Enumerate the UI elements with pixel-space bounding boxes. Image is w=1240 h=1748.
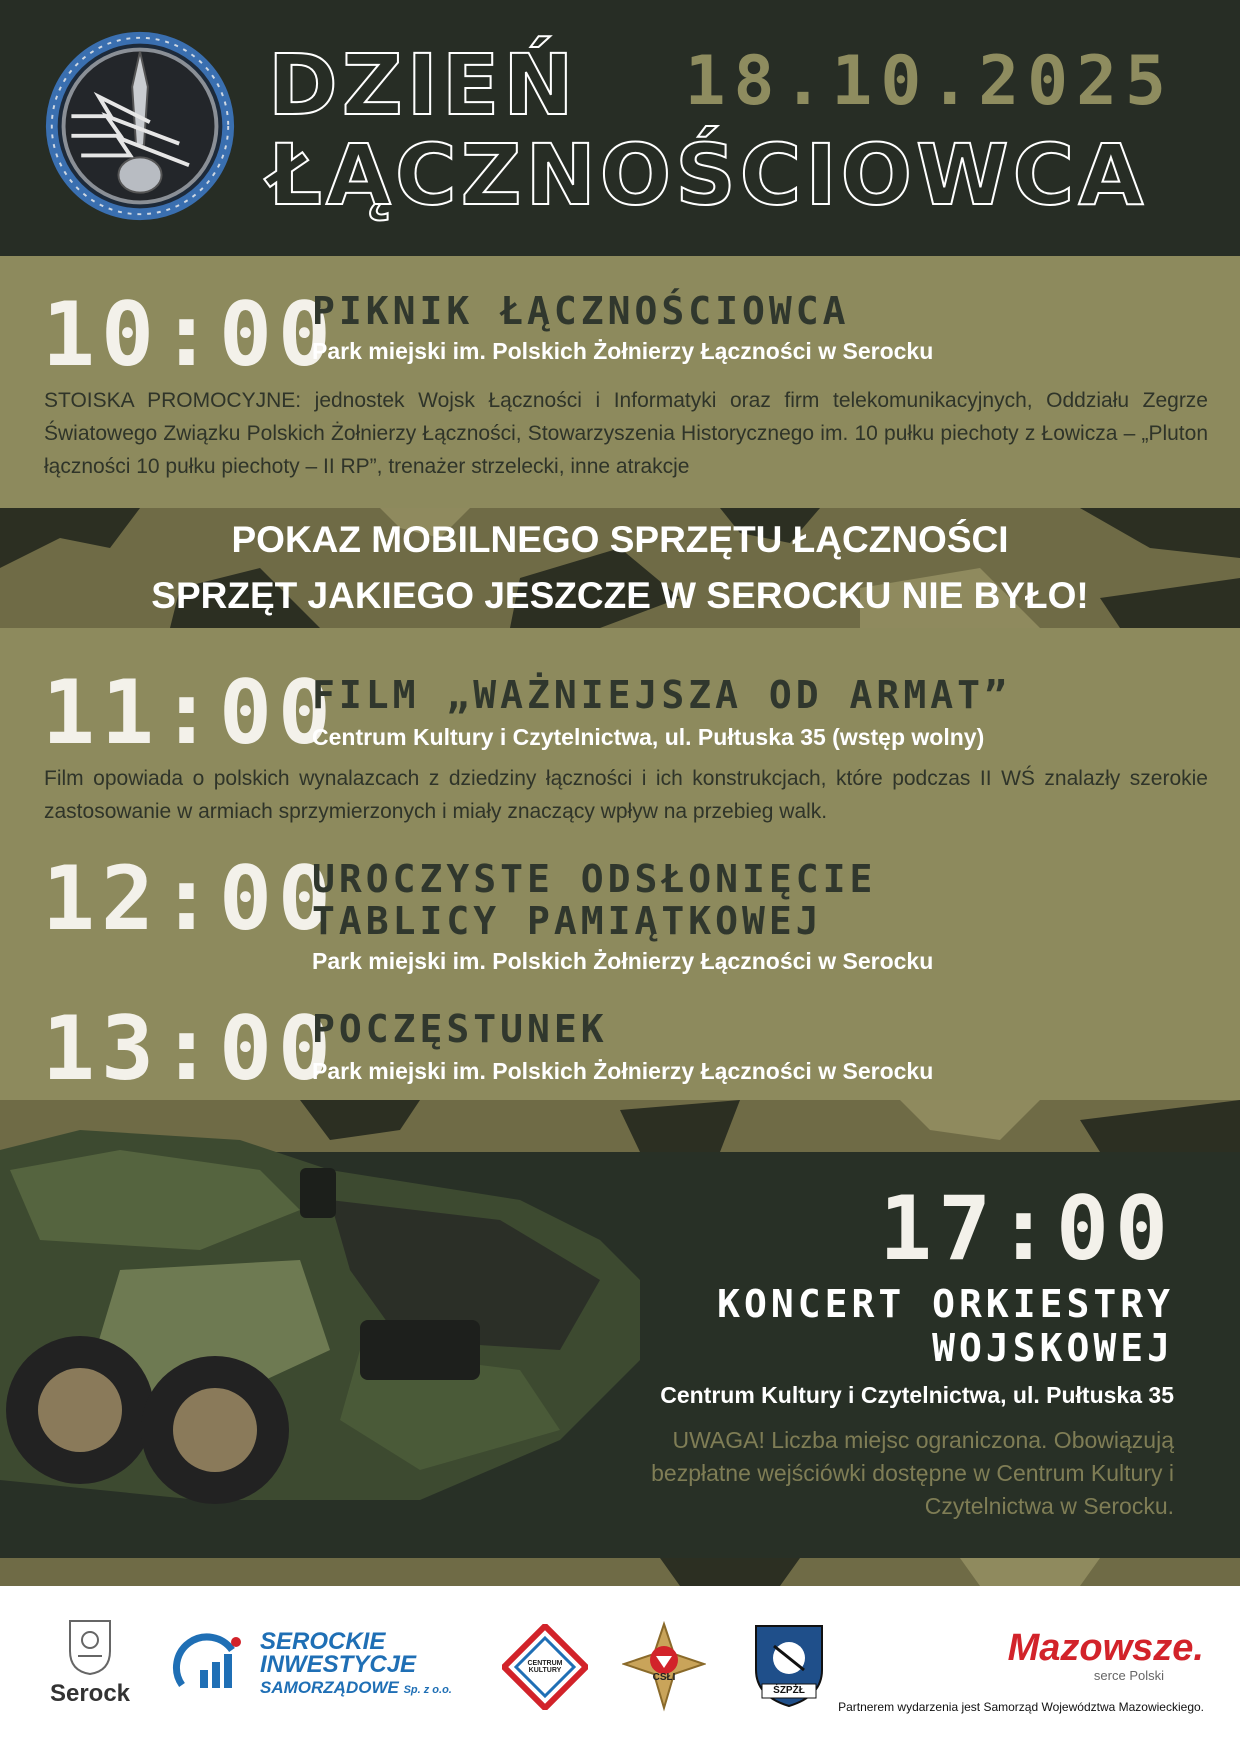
event-date: 18.10.2025 [684, 42, 1174, 121]
csli-label: CSŁI [652, 1672, 676, 1683]
event-place: Park miejski im. Polskich Żołnierzy Łączności w Serocku [312, 338, 934, 364]
promo-line-1: POKAZ MOBILNEGO SPRZĘTU ŁĄCZNOŚCI [231, 519, 1009, 560]
logo-serock [40, 1616, 140, 1716]
serock-label: Serock [49, 1680, 131, 1707]
event-time: 13:00 [42, 997, 337, 1100]
event-title: POCZĘSTUNEK [312, 1007, 608, 1051]
mazowsze-sub: serce Polski [1093, 1668, 1164, 1683]
si-line-2: INWESTYCJE [260, 1651, 417, 1678]
si-text [260, 1630, 452, 1702]
signal-corps-emblem-icon [42, 28, 238, 224]
csli-cross-icon [622, 1620, 706, 1712]
si-line-3: SAMORZĄDOWE [260, 1678, 399, 1697]
si-suffix: Sp. z o.o. [403, 1684, 452, 1696]
footer-logos [0, 1586, 1240, 1748]
event-title-line-1: UROCZYSTE ODSŁONIĘCIE [312, 857, 877, 901]
partner-note: Partnerem wydarzenia jest Samorząd Województwa Mazowieckiego. [838, 1700, 1204, 1714]
event-time: 10:00 [42, 283, 337, 386]
logo-szpzl [752, 1622, 826, 1710]
concert-time: 17:00 [879, 1177, 1174, 1280]
event-time: 12:00 [42, 847, 337, 950]
event-title: FILM „WAŻNIEJSZA OD ARMAT” [312, 673, 1011, 717]
concert-title-line-1: KONCERT ORKIESTRY [717, 1282, 1174, 1326]
event-title: PIKNIK ŁĄCZNOŚCIOWCA [312, 289, 850, 333]
event-time: 11:00 [42, 661, 337, 764]
event-description: STOISKA PROMOCYJNE: jednostek Wojsk Łączności i Informatyki oraz firm telekomunikacyjnych, Oddziału Zegrze Światowego Związku Polskich Żołnierzy Łączności, Stowarzyszenia Historycznego im. 10 pułku piechoty z Łowicza – „Pluton łączności 10 pułku piechoty – II RP”, trenażer strzelecki, inne atrakcje [44, 389, 1208, 478]
event-place: Centrum Kultury i Czytelnictwa, ul. Pułtuska 35 (wstęp wolny) [312, 724, 985, 750]
concert-note: UWAGA! Liczba miejsc ograniczona. Obowiązują bezpłatne wejściówki dostępne w Centrum Kultury i Czytelnictwa w Serocku. [651, 1427, 1174, 1519]
logo-serockie-inwestycje [172, 1630, 482, 1710]
title-line-2: ŁĄCZNOŚCIOWCA [268, 126, 1148, 224]
event-title [312, 858, 876, 942]
event-description: Film opowiada o polskich wynalazcach z dziedziny łączności i ich konstrukcjach, które podczas II WŚ znalazły szerokie zastosowanie w armiach sprzymierzonych i miały znaczący wpływ na przebieg walk. [44, 767, 1208, 823]
event-block-10 [0, 256, 1240, 508]
event-place: Park miejski im. Polskich Żołnierzy Łączności w Serocku [312, 1058, 934, 1084]
logo-csli [622, 1620, 706, 1712]
concert-title [717, 1282, 1174, 1370]
serock-crest-icon [60, 1616, 120, 1676]
concert-title-line-2: WOJSKOWEJ [932, 1326, 1174, 1370]
armored-vehicle-image [0, 1110, 650, 1510]
ckic-label: CENTRUM KULTURY [527, 1660, 563, 1674]
logo-ckic [502, 1624, 588, 1710]
header [0, 0, 1240, 256]
mazowsze-label: Mazowsze. [1007, 1627, 1204, 1669]
szpzl-shield-icon [752, 1622, 826, 1710]
title-line-1: DZIEŃ [268, 36, 578, 134]
camo-band-promo [0, 508, 1240, 628]
event-place: Park miejski im. Polskich Żołnierzy Łączności w Serocku [312, 948, 934, 974]
szpzl-label: ŚZPŻŁ [773, 1685, 805, 1696]
camo-pattern-icon [0, 1558, 1240, 1586]
event-block-11-13 [0, 628, 1240, 1100]
camo-band-lower [0, 1558, 1240, 1586]
si-line-1: SEROCKIE [260, 1628, 386, 1655]
event-title-line-2: TABLICY PAMIĄTKOWEJ [312, 899, 823, 943]
promo-line-2: SPRZĘT JAKIEGO JESZCZE W SEROCKU NIE BYŁO! [151, 575, 1089, 616]
concert-place: Centrum Kultury i Czytelnictwa, ul. Pułtuska 35 [660, 1382, 1174, 1408]
promo-heading [0, 512, 1240, 624]
logo-mazowsze [964, 1628, 1204, 1688]
growth-chart-icon [172, 1630, 252, 1700]
